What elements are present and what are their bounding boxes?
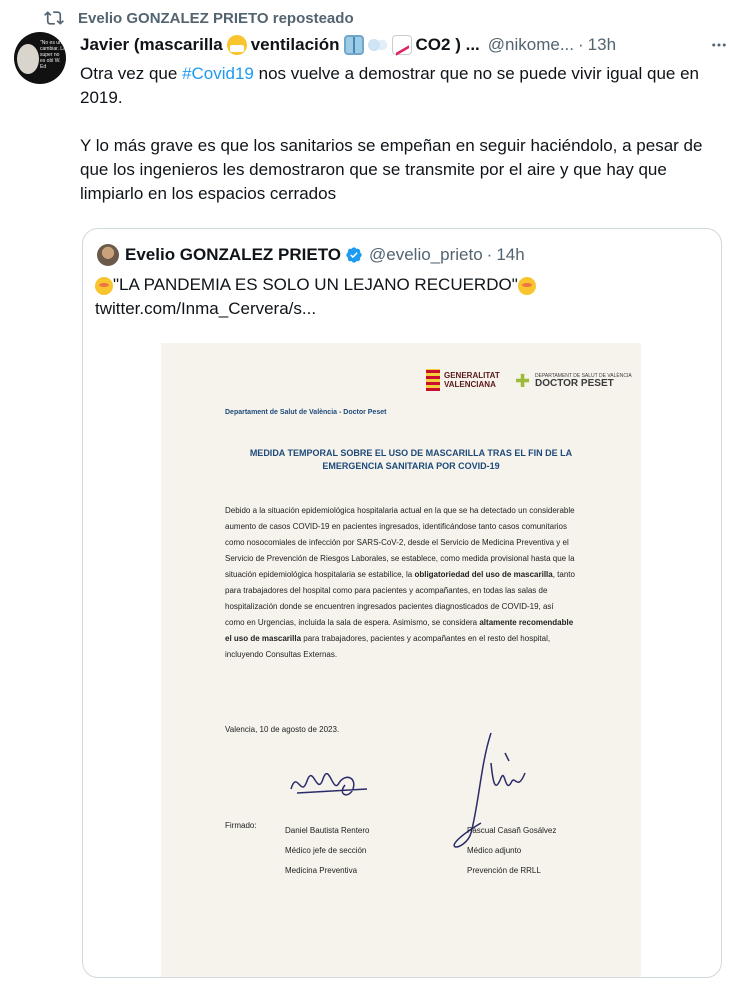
more-icon[interactable] — [708, 34, 730, 56]
generalitat-emblem-icon — [426, 369, 440, 391]
signer-2 — [467, 821, 556, 881]
quoted-author-avatar[interactable] — [97, 244, 119, 266]
tweet-time[interactable]: 13h — [587, 35, 617, 54]
quoted-text: "LA PANDEMIA ES SOLO UN LEJANO RECUERDO" — [113, 275, 518, 294]
signer-1-name: Daniel Bautista Rentero — [285, 826, 370, 835]
tweet[interactable] — [80, 30, 730, 230]
quoted-tweet-text — [95, 273, 536, 321]
author-name-part-3: CO2 ) ... — [415, 35, 480, 54]
hashtag-link[interactable]: #Covid19 — [182, 64, 254, 83]
document-image[interactable] — [161, 343, 641, 978]
document-department-line: Departament de Salut de València - Doctor Peset — [225, 409, 387, 416]
flushed-face-emoji-icon — [518, 277, 536, 295]
document-date: Valencia, 10 de agosto de 2023. — [225, 725, 340, 734]
signer-2-role: Médico adjunto — [467, 846, 522, 855]
signer-2-name: Pascual Casañ Gosálvez — [467, 826, 557, 835]
signer-2-dept: Prevención de RRLL — [467, 866, 541, 875]
document-title: MEDIDA TEMPORAL SOBRE EL USO DE MASCARILLA TRAS EL FIN DE LA EMERGENCIA SANITARIA POR COVID-19 — [249, 448, 573, 471]
quoted-author-handle[interactable]: @evelio_prieto — [369, 245, 483, 264]
doc-text: para trabajadores, pacientes y acompañantes en el resto del hospital, incluyendo Consultas Externas. — [225, 634, 551, 659]
repost-label[interactable]: Evelio GONZALEZ PRIETO reposteado — [78, 9, 354, 27]
logo-dept-small-text: DEPARTAMENT DE SALUT DE VALÈNCIA — [535, 373, 632, 379]
separator-dot: · — [578, 35, 584, 54]
repost-header — [44, 6, 354, 30]
tweet-header — [80, 30, 730, 60]
author-name[interactable] — [80, 35, 480, 55]
generalitat-logo — [426, 369, 500, 391]
quoted-tweet-line — [95, 273, 536, 297]
signer-1-role: Médico jefe de sección — [285, 846, 367, 855]
tweet-text — [80, 62, 730, 206]
doctor-peset-logo — [515, 373, 632, 389]
signature-1-icon — [287, 759, 377, 809]
logo-dept-text: DOCTOR PESET — [535, 378, 614, 389]
window-emoji-icon — [344, 35, 364, 55]
avatar-text-graphic: "No es un cambiar. La super no es obl W. Ed — [40, 40, 66, 70]
verified-badge-icon — [345, 246, 363, 264]
signer-1 — [285, 821, 370, 881]
tweet-paragraph-1 — [80, 62, 730, 110]
signer-1-dept: Medicina Preventiva — [285, 866, 358, 875]
doctor-peset-logo-text — [535, 373, 632, 389]
mask-face-emoji-icon — [227, 35, 247, 55]
wind-emoji-icon — [368, 35, 388, 55]
health-cross-icon: ✚ — [515, 371, 531, 391]
quoted-tweet-time[interactable]: 14h — [496, 245, 525, 264]
generalitat-logo-text: GENERALITAT VALENCIANA — [444, 371, 500, 389]
author-name-part-2: ventilación — [250, 35, 340, 54]
doc-text: Debido a la situación epidemiológica hospitalaria actual en la que se ha detectado un considerable aumento de casos COVID-19 en pacientes ingresados, identificándose tanto casos comunitarios como nosocomiales de infección por SARS-CoV-2, desde el Servicio de Medicina Preventiva y el Servicio de Prevención de Riesgos Laborales, se establece, como medida provisional hasta que la situación epidemiológica hospitalaria se estabilice, la — [225, 506, 575, 579]
document-paragraph — [225, 503, 575, 663]
author-name-part-1: Javier (mascarilla — [80, 35, 223, 54]
repost-icon — [44, 8, 64, 28]
doc-bold-text: altamente recomendable el uso de mascarilla — [225, 618, 574, 643]
chart-increasing-emoji-icon — [392, 35, 412, 55]
avatar-face — [17, 44, 39, 74]
doc-bold-text: obligatoriedad del uso de mascarilla — [414, 570, 553, 579]
separator-dot: · — [486, 245, 493, 264]
tweet-text-part: nos vuelve a demostrar que no se puede vivir igual que en 2019. — [80, 64, 700, 107]
author-handle[interactable]: @nikome... — [487, 35, 574, 54]
author-avatar[interactable] — [14, 32, 66, 84]
doc-text: , tanto para trabajadores del hospital como para pacientes y acompañantes, en todas las salas de hospitalización donde se encuentren ingresados pacientes diagnosticados de COVID-19, así como en Urgencias, incluida la sala de espera. Asimismo, se considera — [225, 570, 575, 627]
signed-label: Firmado: — [225, 821, 257, 830]
tweet-paragraph-2: Y lo más grave es que los sanitarios se empeñan en seguir haciéndolo, a pesar de que los ingenieros les demostraron que se transmite por el aire y que hay que limpiarlo en los espacios cerrados — [80, 136, 703, 203]
flushed-face-emoji-icon — [95, 277, 113, 295]
tweet-text-part: Otra vez que — [80, 64, 183, 83]
quoted-tweet[interactable] — [82, 228, 722, 978]
quoted-tweet-header — [97, 243, 525, 267]
quoted-link[interactable]: twitter.com/Inma_Cervera/s... — [95, 299, 317, 318]
quoted-author-name[interactable]: Evelio GONZALEZ PRIETO — [125, 245, 341, 264]
